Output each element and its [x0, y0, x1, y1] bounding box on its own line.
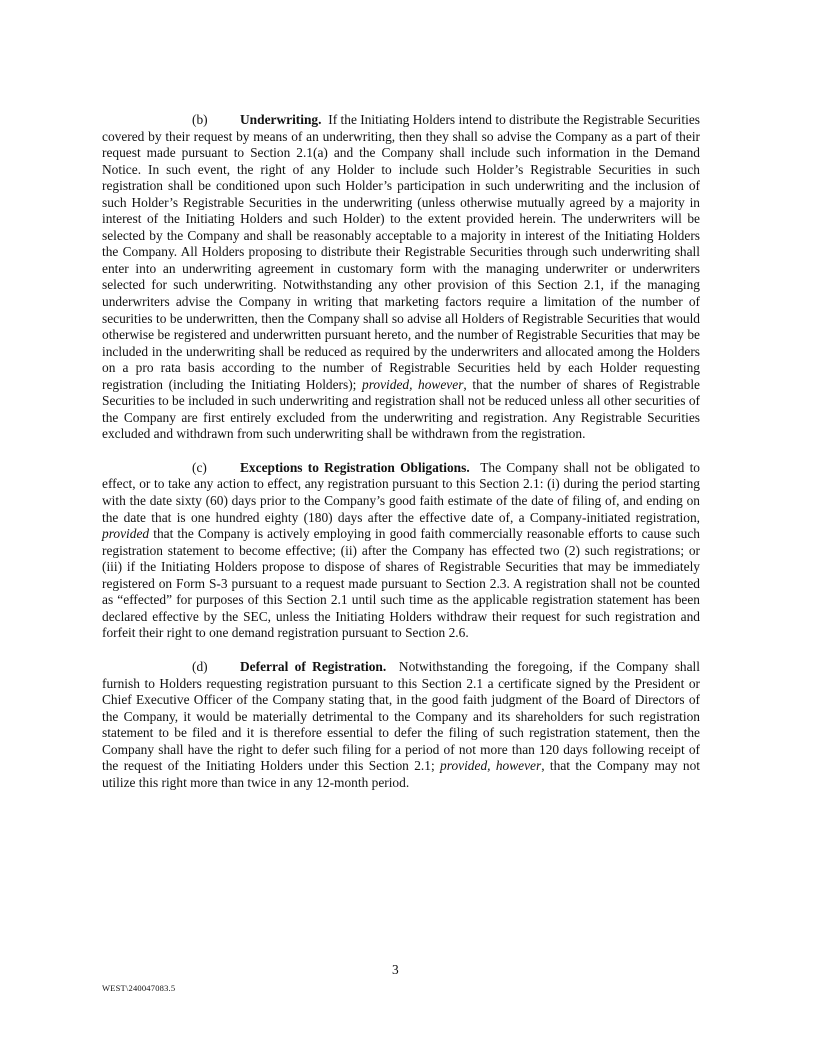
section-c-exceptions: [102, 460, 700, 642]
emphasis-text: provided: [102, 526, 150, 542]
section-text: Notwithstanding the foregoing, if the Company shall furnish to Holders requesting registration pursuant to this Section 2.1 a certificate signed by the President or Chief Executive Officer of the Company stating that, in the good faith judgment of the Board of Directors of the Company, it would be materially detrimental to the Company and its shareholders for such registration statement to be filed and it is therefore essential to defer the filing of such registration statement, then the Company shall have the right to defer such filing for a period of not more than 120 days following receipt of the request of the Initiating Holders under this Section 2.1;: [102, 658, 700, 774]
section-text: , that the number of shares of Registrable Securities to be included in such underwriting and registration shall not be reduced unless all other securities of the Company are first entirely excluded from the underwriting and registration. Any Registrable Securities excluded and withdrawn from such underwriting shall be withdrawn from the registration.: [102, 376, 700, 442]
section-heading: Exceptions to Registration Obligations.: [240, 459, 470, 475]
section-heading: Deferral of Registration.: [240, 658, 387, 674]
section-marker: (d): [192, 658, 208, 674]
document-id: WEST\240047083.5: [102, 983, 176, 993]
section-b-underwriting: [102, 112, 700, 443]
section-text: that the Company is actively employing in good faith commercially reasonable efforts to cause such registration statement to become effective; (ii) after the Company has effected two (2) such registrations; or (iii) if the Initiating Holders propose to dispose of shares of Registrable Securities that may be immediately registered on Form S-3 pursuant to a request made pursuant to Section 2.3. A registration shall not be counted as “effected” for purposes of this Section 2.1 until such time as the applicable registration statement has been declared effective by the SEC, unless the Initiating Holders withdraw their request for such registration and forfeit their right to one demand registration pursuant to Section 2.6.: [102, 526, 700, 641]
section-text: The Company shall not be obligated to effect, or to take any action to effect, any registration pursuant to this Section 2.1: (i) during the period starting with the date sixty (60) days prior to the Company’s good faith estimate of the date of filing of, and ending on the date that is one hundred eighty (180) days after the effective date of, a Company-initiated registration,: [102, 459, 700, 525]
document-body: [102, 112, 700, 791]
emphasis-text: provided, however: [440, 758, 542, 774]
page-number: 3: [392, 962, 399, 977]
section-marker: (c): [192, 459, 207, 475]
section-d-deferral: [102, 659, 700, 791]
section-heading: Underwriting.: [240, 112, 322, 127]
emphasis-text: provided, however: [362, 376, 464, 392]
section-text: If the Initiating Holders intend to distribute the Registrable Securities covered by their request by means of an underwriting, then they shall so advise the Company as a part of their request made pursuant to Section 2.1(a) and the Company shall include such information in the Demand Notice. In such event, the right of any Holder to include such Holder’s Registrable Securities in such registration shall be conditioned upon such Holder’s participation in such underwriting and the inclusion of such Holder’s Registrable Securities in the underwriting (unless otherwise mutually agreed by a majority in interest of the Initiating Holders and such Holder) to the extent provided herein. The underwriters will be selected by the Company and shall be reasonably acceptable to a majority in interest of the Initiating Holders the Company. All Holders proposing to distribute their Registrable Securities through such underwriting shall enter into an underwriting agreement in customary form with the managing underwriter or underwriters selected for such underwriting. Notwithstanding any other provision of this Section 2.1, if the managing underwriters advise the Company in writing that marketing factors require a limitation of the number of securities to be underwritten, then the Company shall so advise all Holders of Registrable Securities that would otherwise be registered and underwritten pursuant hereto, and the number of Registrable Securities that may be included in the underwriting shall be reduced as required by the underwriters and allocated among the Holders on a pro rata basis according to the number of Registrable Securities held by each Holder requesting registration (including the Initiating Holders);: [102, 112, 700, 392]
section-text: , that the Company may not utilize this right more than twice in any 12-month period.: [102, 758, 700, 790]
section-marker: (b): [192, 112, 208, 127]
